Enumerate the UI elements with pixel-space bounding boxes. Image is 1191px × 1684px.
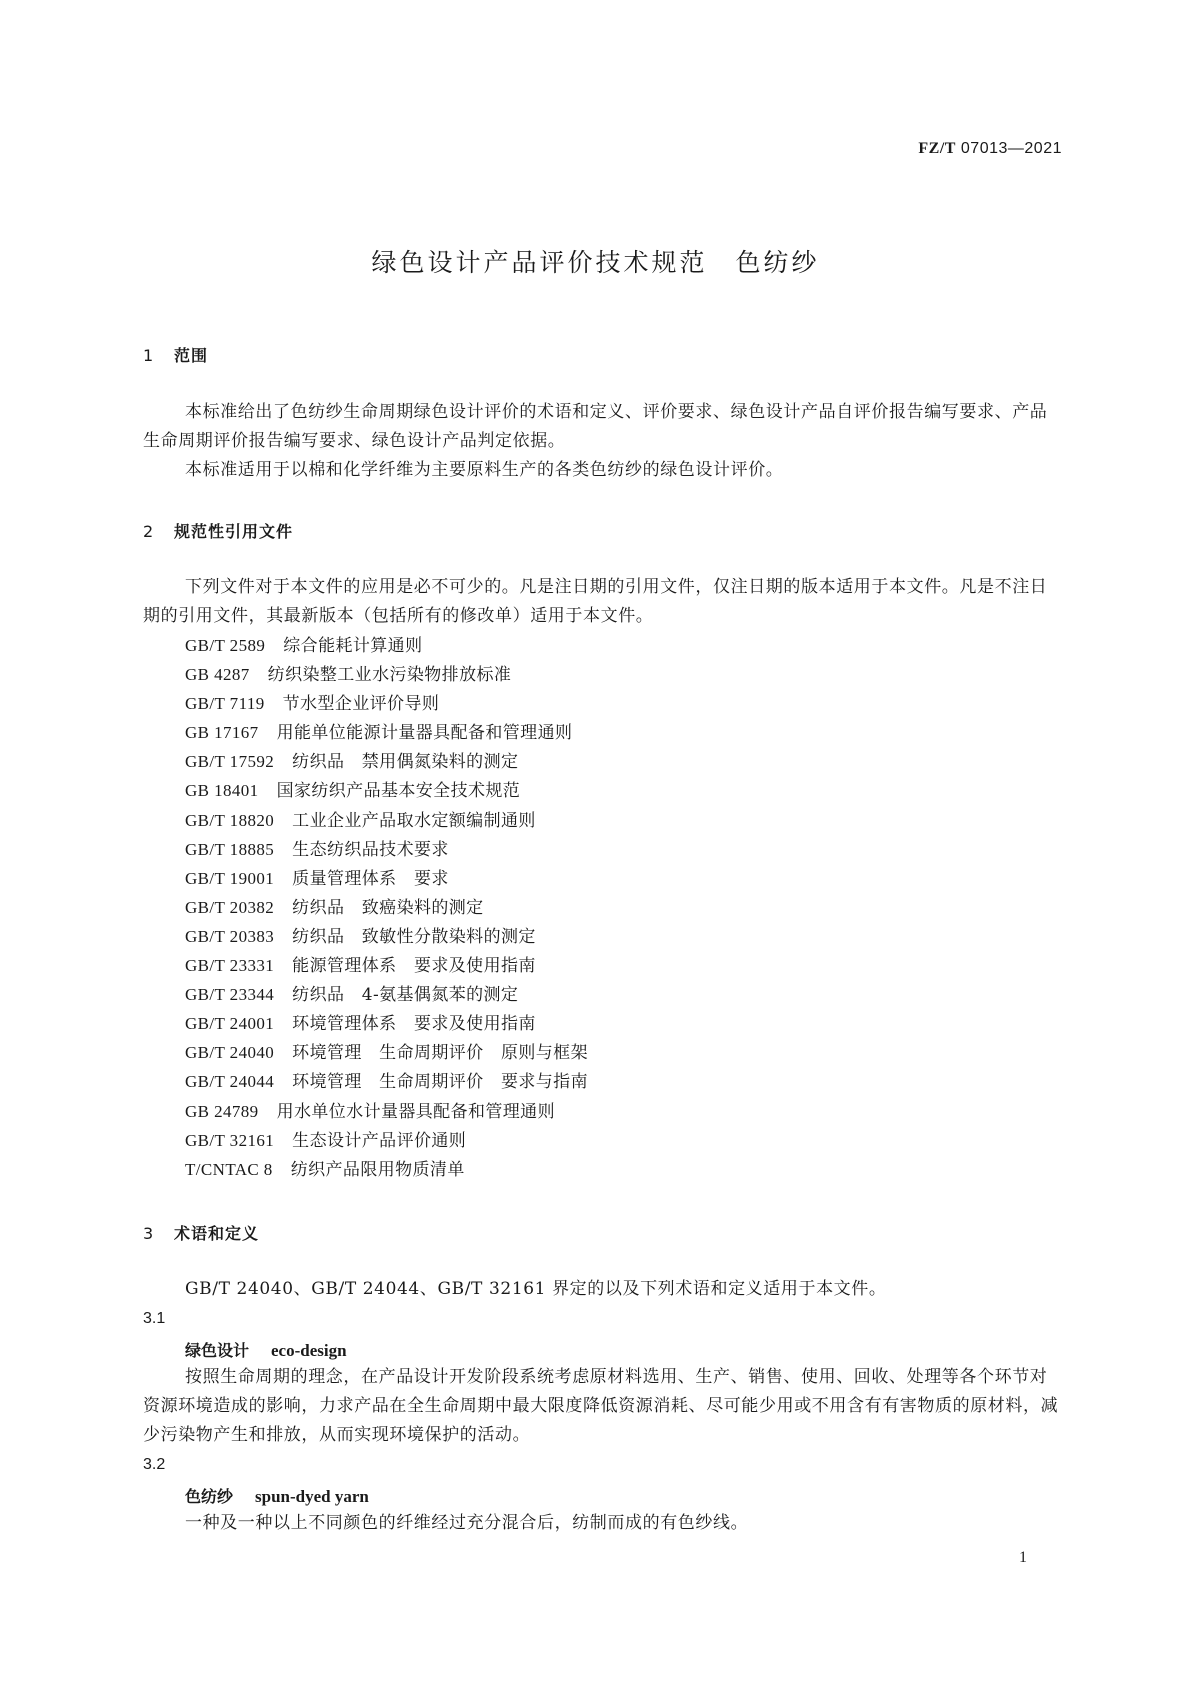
section-number: 1 xyxy=(143,346,154,365)
reference-item: GB 4287 纺织染整工业水污染物排放标准 xyxy=(185,665,512,686)
term-heading xyxy=(185,1338,347,1361)
standard-prefix: FZ/T xyxy=(918,140,956,157)
section-3-paragraph-1: GB/T 24040、GB/T 24044、GB/T 32161 界定的以及下列术语和定义适用于本文件。 xyxy=(185,1279,887,1299)
standard-code: 07013—2021 xyxy=(960,140,1062,157)
clause-number: 3.1 xyxy=(143,1310,166,1327)
document-title: 绿色设计产品评价技术规范 色纺纱 xyxy=(371,248,820,277)
section-1-heading xyxy=(143,343,208,366)
reference-item: GB/T 32161 生态设计产品评价通则 xyxy=(185,1130,467,1151)
page-number: 1 xyxy=(1019,1549,1027,1566)
section-title: 术语和定义 xyxy=(174,1224,260,1243)
standard-number xyxy=(0,140,1062,158)
section-number: 2 xyxy=(143,522,154,541)
normative-reference-list xyxy=(185,631,588,1184)
reference-item: GB/T 18820 工业企业产品取水定额编制通则 xyxy=(185,810,536,831)
term-heading xyxy=(185,1484,369,1507)
term-definition: 一种及一种以上不同颜色的纤维经过充分混合后，纺制而成的有色纱线。 xyxy=(185,1513,749,1533)
reference-item: GB/T 18885 生态纺织品技术要求 xyxy=(185,839,449,860)
section-title: 范围 xyxy=(174,346,209,365)
section-2-heading xyxy=(143,519,293,542)
reference-item: GB/T 24001 环境管理体系 要求及使用指南 xyxy=(185,1014,536,1035)
term-definition: 按照生命周期的理念，在产品设计开发阶段系统考虑原材料选用、生产、销售、使用、回收、处理等各个环节对资源环境造成的影响，力求产品在全生命周期中最大限度降低资源消耗、尽可能少用或不用含有有害物质的原材料，减少污染物产生和排放，从而实现环境保护的活动。 xyxy=(143,1367,1059,1445)
term-chinese: 色纺纱 xyxy=(185,1487,234,1506)
reference-item: GB/T 2589 综合能耗计算通则 xyxy=(185,636,423,656)
section-1-paragraph-2: 本标准适用于以棉和化学纤维为主要原料生产的各类色纺纱的绿色设计评价。 xyxy=(185,460,784,480)
reference-item: GB/T 24040 环境管理 生命周期评价 原则与框架 xyxy=(185,1043,588,1064)
reference-item: T/CNTAC 8 纺织产品限用物质清单 xyxy=(185,1159,465,1180)
section-1-paragraph-1: 本标准给出了色纺纱生命周期绿色设计评价的术语和定义、评价要求、绿色设计产品自评价报告编写要求、产品生命周期评价报告编写要求、绿色设计产品判定依据。 xyxy=(143,402,1048,451)
section-2-paragraph-1: 下列文件对于本文件的应用是必不可少的。凡是注日期的引用文件，仅注日期的版本适用于本文件。凡是不注日期的引用文件，其最新版本（包括所有的修改单）适用于本文件。 xyxy=(143,577,1048,626)
section-title: 规范性引用文件 xyxy=(174,522,294,541)
reference-item: GB/T 23344 纺织品 4-氨基偶氮苯的测定 xyxy=(185,985,519,1006)
section-number: 3 xyxy=(143,1224,154,1243)
section-3-heading xyxy=(143,1221,259,1244)
reference-item: GB 18401 国家纺织产品基本安全技术规范 xyxy=(185,781,521,802)
reference-item: GB/T 24044 环境管理 生命周期评价 要求与指南 xyxy=(185,1072,588,1093)
reference-item: GB/T 20383 纺织品 致敏性分散染料的测定 xyxy=(185,926,536,947)
reference-item: GB/T 7119 节水型企业评价导则 xyxy=(185,694,440,715)
reference-item: GB 17167 用能单位能源计量器具配备和管理通则 xyxy=(185,723,573,744)
reference-item: GB/T 17592 纺织品 禁用偶氮染料的测定 xyxy=(185,752,519,773)
term-chinese: 绿色设计 xyxy=(185,1341,250,1360)
reference-item: GB/T 19001 质量管理体系 要求 xyxy=(185,868,449,889)
reference-item: GB 24789 用水单位水计量器具配备和管理通则 xyxy=(185,1101,555,1122)
reference-item: GB/T 23331 能源管理体系 要求及使用指南 xyxy=(185,956,536,977)
term-english: eco-design xyxy=(271,1341,347,1360)
reference-item: GB/T 20382 纺织品 致癌染料的测定 xyxy=(185,897,484,918)
term-english: spun-dyed yarn xyxy=(255,1487,369,1506)
clause-number: 3.2 xyxy=(143,1456,166,1473)
